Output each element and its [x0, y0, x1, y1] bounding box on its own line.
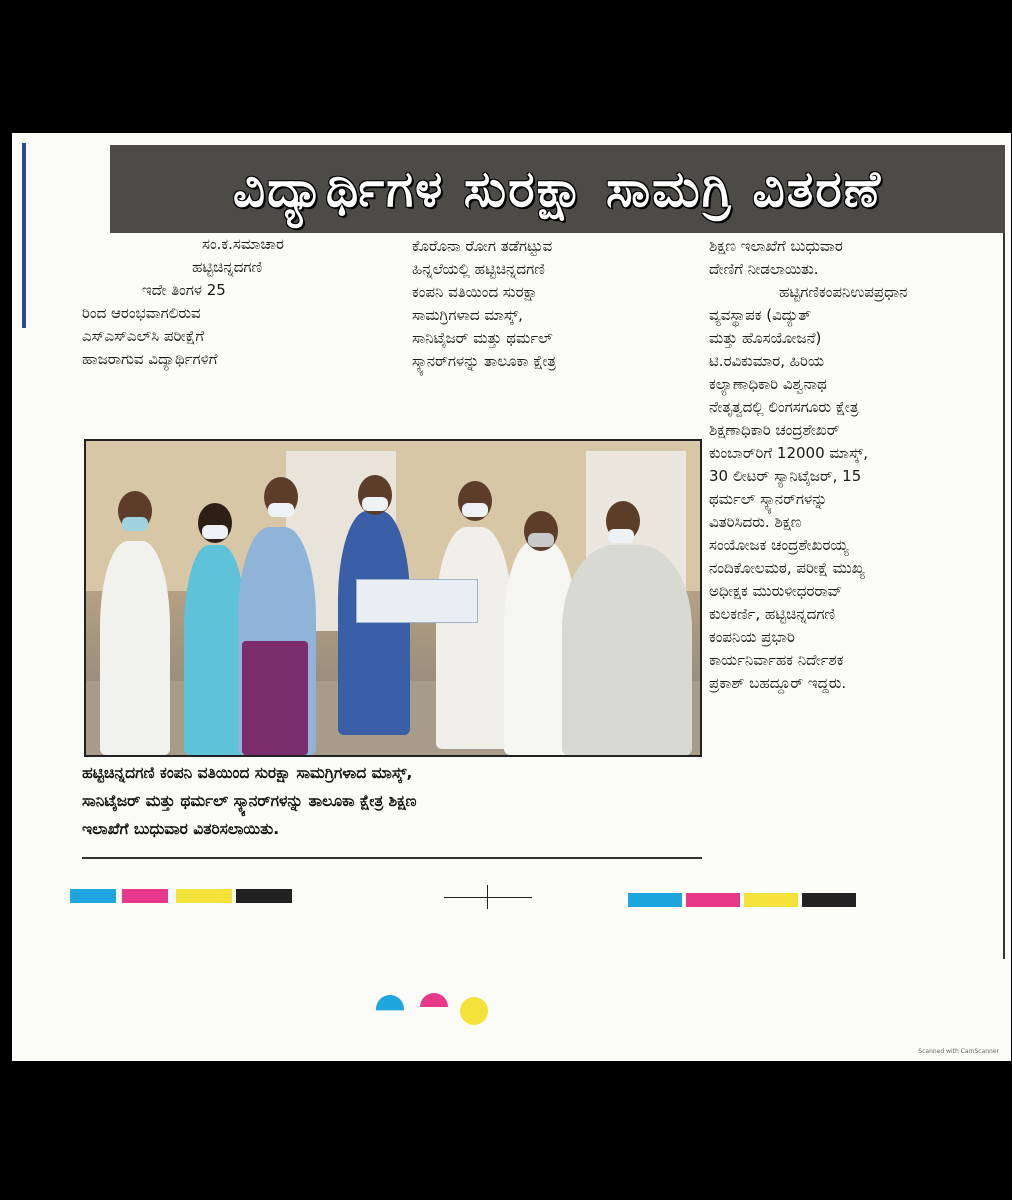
article-line: ಕೊರೊನಾ ರೋಗ ತಡೆಗಟ್ಟುವ: [412, 237, 553, 255]
article-line: ಅಧೀಕ್ಷಕ ಮುರುಳೀಧರರಾವ್: [709, 582, 843, 600]
article-line: ಶಿಕ್ಷಣಾಧಿಕಾರಿ ಚಂದ್ರಶೇಖರ್: [709, 421, 840, 439]
article-line: ಥರ್ಮಲ್ ಸ್ಕ್ಯಾನರ್‌ಗಳನ್ನು: [709, 490, 828, 508]
article-line: ನಂದಿಕೋಲಮಠ, ಪರೀಕ್ಷೆ ಮುಖ್ಯ: [709, 559, 865, 577]
article-line: ಶಿಕ್ಷಣ ಇಲಾಖೆಗೆ ಬುಧುವಾರ: [709, 237, 843, 255]
article-line: ಕಂಪನಿ ವತಿಯಿಂದ ಸುರಕ್ಷಾ: [412, 283, 538, 301]
article-line: ಕಂಪನಿಯ ಪ್ರಭಾರಿ: [709, 628, 795, 646]
article-line: ಕುಂಬಾರ್‌ರಿಗೆ 12000 ಮಾಸ್ಕ್,: [709, 444, 868, 462]
registration-swatch-magenta: [122, 889, 168, 903]
article-column-1: [82, 233, 387, 371]
safety-kit-package: [356, 579, 478, 623]
caption-line: ಹಟ್ಟಿಚಿನ್ನದಗಣಿ ಕಂಪನಿ ವತಿಯಿಂದ ಸುರಕ್ಷಾ ಸಾಮಗ್ರಿಗಳಾದ ಮಾಸ್ಕ್,: [82, 764, 413, 782]
headline: ವಿದ್ಯಾರ್ಥಿಗಳ ಸುರಕ್ಷಾ ಸಾಮಗ್ರಿ ವಿತರಣೆ: [110, 145, 1005, 233]
page-edge-strip: [22, 143, 26, 328]
registration-swatch-yellow: [744, 893, 798, 907]
crop-mark: [487, 885, 488, 909]
newspaper-clipping: [12, 133, 1011, 1061]
person-figure: [184, 545, 246, 755]
article-line: ಸ್ಕ್ಯಾನರ್‌ಗಳನ್ನು ತಾಲೂಕಾ ಕ್ಷೇತ್ರ: [412, 352, 556, 370]
article-line: 30 ಲೀಟರ್ ಸ್ಯಾನಿಟೈಜರ್, 15: [709, 467, 862, 485]
article-line: ವಿತರಿಸಿದರು. ಶಿಕ್ಷಣ: [709, 513, 802, 531]
byline: ಸಂ.ಕ.ಸಮಾಚಾರ: [202, 235, 284, 253]
registration-swatch-cyan: [70, 889, 116, 903]
crop-mark: [444, 897, 532, 898]
article-line: ಕಾರ್ಯನಿರ್ವಾಹಕ ನಿರ್ದೇಶಕ: [709, 651, 844, 669]
article-line: ನೇತೃತ್ವದಲ್ಲಿ ಲಿಂಗಸಗೂರು ಕ್ಷೇತ್ರ: [709, 398, 859, 416]
article-line: ಎಸ್‌ಎಸ್‌ಎಲ್‌ಸಿ ಪರೀಕ್ಷೆಗೆ: [82, 327, 205, 345]
registration-dot-yellow: [460, 997, 488, 1025]
article-line: ದೇಣಿಗೆ ನೀಡಲಾಯಿತು.: [709, 260, 819, 278]
person-figure: [338, 511, 410, 735]
face-mask: [268, 503, 294, 517]
registration-swatch-black: [236, 889, 292, 903]
article-line: ಟಿ.ರವಿಕುಮಾರ, ಹಿರಿಯ: [709, 352, 825, 370]
person-figure: [436, 527, 512, 749]
person-figure: [100, 541, 170, 755]
article-line: ಪ್ರಕಾಶ್ ಬಹದ್ದೂರ್ ಇದ್ದರು.: [709, 674, 847, 692]
article-line: ಹಿನ್ನಲೆಯಲ್ಲಿ ಹಟ್ಟಿಚಿನ್ನದಗಣಿ: [412, 260, 545, 278]
article-line: ಮತ್ತು ಹೊಸಯೋಜನೆ): [709, 329, 822, 347]
registration-dot-cyan: [376, 995, 404, 1023]
article-line: ಕಲ್ಯಾಣಾಧಿಕಾರಿ ವಿಶ್ವನಾಥ: [709, 375, 827, 393]
registration-swatch-yellow: [176, 889, 232, 903]
face-mask: [608, 529, 634, 543]
registration-swatch-cyan: [628, 893, 682, 907]
registration-swatch-black: [802, 893, 856, 907]
article-line: ಕುಲಕರ್ಣಿ, ಹಟ್ಟಿಚಿನ್ನದಗಣಿ: [709, 605, 836, 623]
person-trousers: [242, 641, 308, 755]
photo-caption: [82, 759, 694, 843]
face-mask: [528, 533, 554, 547]
article-line: ವ್ಯವಸ್ಥಾಪಕ (ವಿದ್ಯುತ್: [709, 306, 812, 324]
article-column-2: [412, 235, 690, 373]
article-line: ಹಾಜರಾಗುವ ವಿದ್ಯಾರ್ಥಿಗಳಿಗೆ: [82, 350, 218, 368]
face-mask: [122, 517, 148, 531]
person-figure: [562, 545, 692, 755]
registration-dot-magenta: [420, 993, 448, 1021]
registration-swatch-magenta: [686, 893, 740, 907]
article-line: ಸಂಯೋಜಕ ಚಂದ್ರಶೇಖರಯ್ಯ: [709, 536, 849, 554]
column-rule: [1003, 233, 1005, 959]
article-line: ಸಾಮಗ್ರಿಗಳಾದ ಮಾಸ್ಕ್,: [412, 306, 523, 324]
scanner-watermark: Scanned with CamScanner: [918, 1048, 999, 1055]
article-line: ಸಾನಿಟೈಜರ್ ಮತ್ತು ಥರ್ಮಲ್: [412, 329, 553, 347]
article-column-3: [709, 235, 999, 695]
dateline: ಹಟ್ಟಿಚಿನ್ನದಗಣಿ: [192, 258, 263, 276]
article-line: ರಿಂದ ಆರಂಭವಾಗಲಿರುವ: [82, 304, 201, 322]
face-mask: [202, 525, 228, 539]
news-photo: [84, 439, 702, 757]
caption-line: ಸಾನಿಟೈಜರ್ ಮತ್ತು ಥರ್ಮಲ್ ಸ್ಕ್ಯಾನರ್‌ಗಳನ್ನು ತಾಲೂಕಾ ಕ್ಷೇತ್ರ ಶಿಕ್ಷಣ: [82, 792, 417, 810]
face-mask: [462, 503, 488, 517]
caption-line: ಇಲಾಖೆಗೆ ಬುಧುವಾರ ವಿತರಿಸಲಾಯಿತು.: [82, 820, 280, 838]
caption-rule: [82, 857, 702, 859]
face-mask: [362, 497, 388, 511]
article-line: ಹಟ್ಟಿಗಣಿಕಂಪನಿಉಪಪ್ರಧಾನ: [779, 283, 908, 301]
article-line: ಇದೇ ತಿಂಗಳ 25: [142, 281, 226, 299]
